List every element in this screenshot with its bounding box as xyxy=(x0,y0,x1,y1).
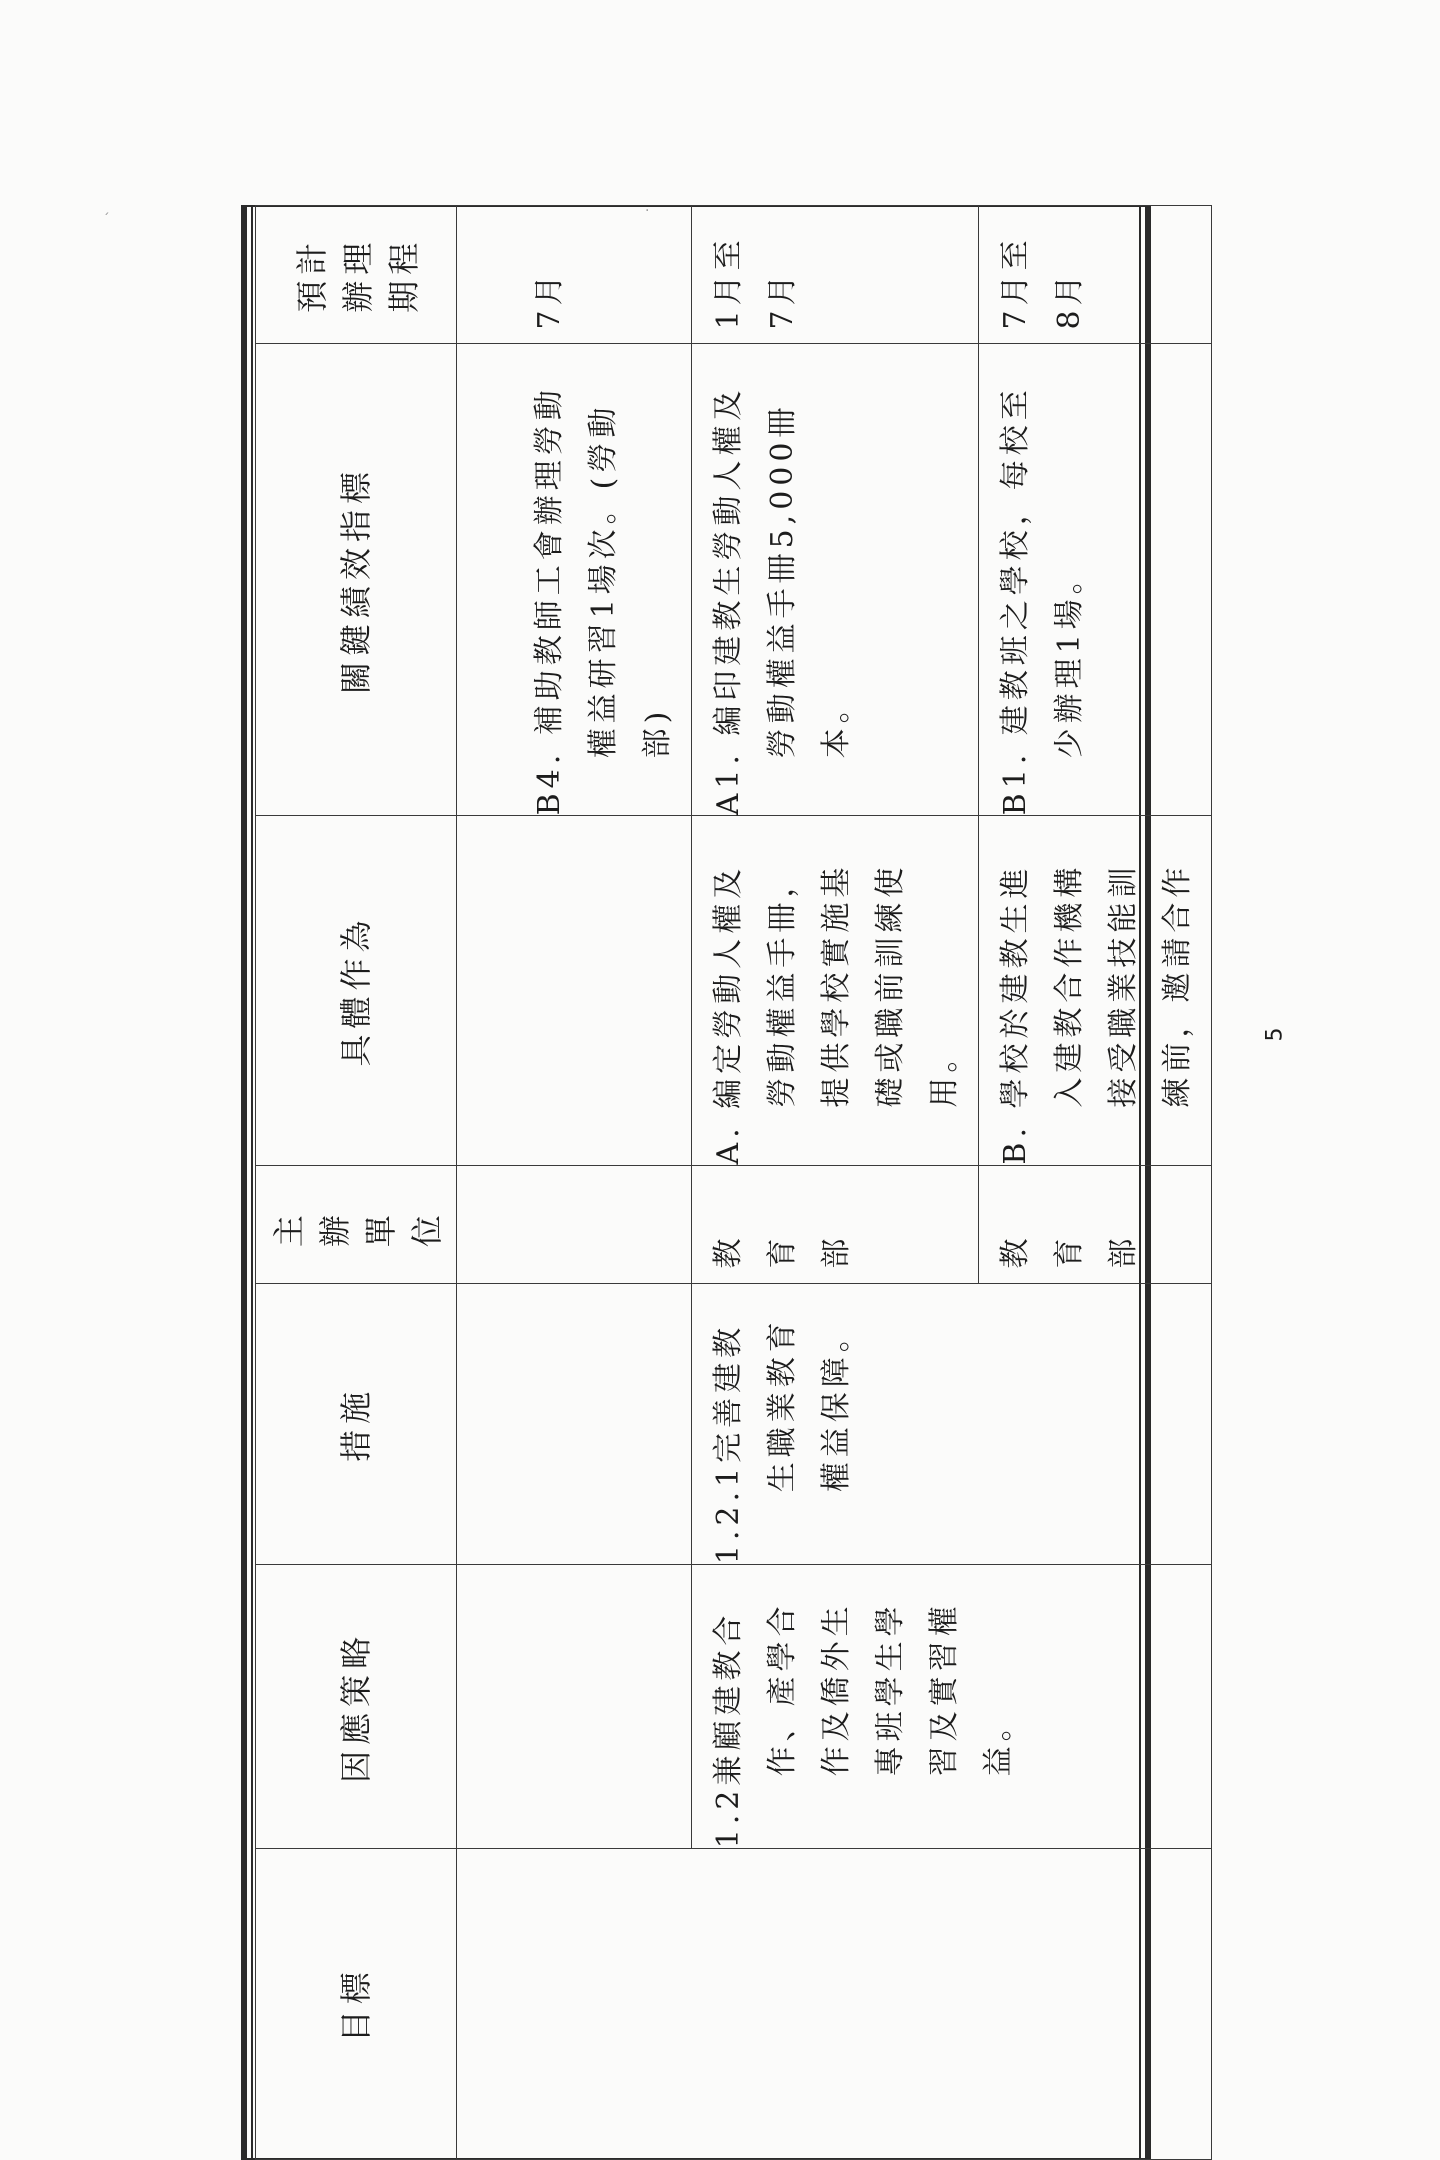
measure-cell: 1.2.1完善建教生職業教育權益保障。 xyxy=(692,1283,1212,1565)
header-kpi: 關鍵績效指標 xyxy=(256,344,457,816)
action-cell: B. 學校於建教生進入建教合作機構接受職業技能訓練前，邀請合作 xyxy=(979,816,1212,1165)
action-cell xyxy=(457,816,692,1165)
header-strategy: 因應策略 xyxy=(256,1565,457,1849)
header-schedule: 預計辦理期程 xyxy=(256,206,457,344)
scan-speck: ׳ xyxy=(104,208,110,224)
kpi-cell: B1. 建教班之學校，每校至少辦理1場。 xyxy=(979,344,1212,816)
unit-cell xyxy=(457,1165,692,1283)
schedule-cell: 7月至8月 xyxy=(979,206,1212,344)
schedule-cell: 1月至7月 xyxy=(692,206,979,344)
strategy-cell xyxy=(457,1565,692,1849)
header-goal: 目標 xyxy=(256,1849,457,2160)
kpi-cell: B4. 補助教師工會辦理勞動權益研習1場次。(勞動部) xyxy=(457,344,692,816)
page-number: 5 xyxy=(1262,1027,1288,1042)
table-row xyxy=(457,206,692,2160)
scan-speck: · xyxy=(645,203,650,219)
strategy-cell: 1.2兼顧建教合作、產學合作及僑外生專班學生學習及實習權益。 xyxy=(692,1565,1212,1849)
header-row xyxy=(256,206,457,2160)
rotated-table-container xyxy=(241,205,1195,2160)
unit-cell: 教育部 xyxy=(692,1165,979,1283)
measure-cell xyxy=(457,1283,692,1565)
unit-cell: 教育部 xyxy=(979,1165,1212,1283)
action-cell: A. 編定勞動人權及勞動權益手冊，提供學校實施基礎或職前訓練使用。 xyxy=(692,816,979,1165)
goal-cell xyxy=(457,1849,1212,2160)
action-plan-table xyxy=(255,205,1212,2160)
schedule-cell: 7月 xyxy=(457,206,692,344)
header-unit: 主辦單位 xyxy=(256,1165,457,1283)
header-measure: 措施 xyxy=(256,1283,457,1565)
header-action: 具體作為 xyxy=(256,816,457,1165)
kpi-cell: A1. 編印建教生勞動人權及勞動權益手冊5,000冊本。 xyxy=(692,344,979,816)
